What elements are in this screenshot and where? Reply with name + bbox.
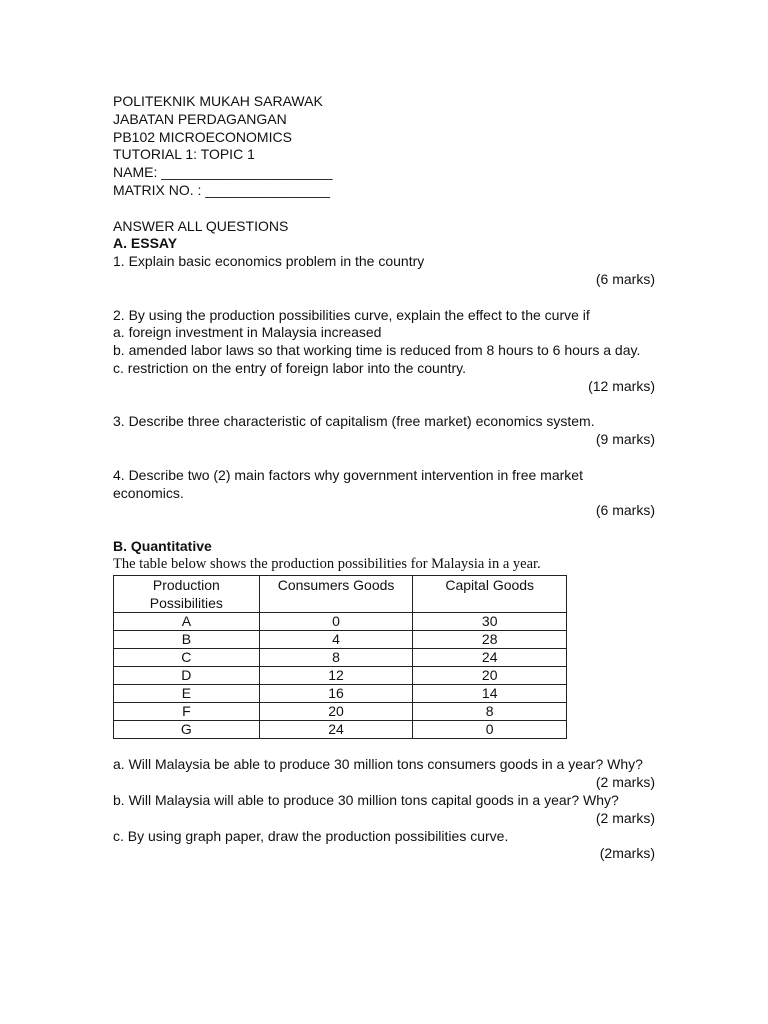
column-header: Consumers Goods bbox=[259, 575, 413, 612]
question-2a-text: a. foreign investment in Malaysia increased bbox=[113, 324, 382, 341]
table-cell: 0 bbox=[413, 720, 567, 738]
question-3-text: 3. Describe three characteristic of capitalism (free market) economics system. bbox=[113, 413, 595, 430]
department-name: JABATAN PERDAGANGAN bbox=[113, 110, 287, 127]
question-3 bbox=[113, 413, 655, 449]
table-caption: The table below shows the production possibilities for Malaysia in a year. bbox=[113, 555, 541, 572]
table-cell: 28 bbox=[413, 630, 567, 648]
section-b-title: B. Quantitative bbox=[113, 537, 212, 554]
question-1-text: 1. Explain basic economics problem in the country bbox=[113, 253, 425, 270]
table-cell: 8 bbox=[259, 648, 413, 666]
course-title: PB102 MICROECONOMICS bbox=[113, 128, 292, 145]
tutorial-title: TUTORIAL 1: TOPIC 1 bbox=[113, 146, 255, 163]
question-b-c-text: c. By using graph paper, draw the production possibilities curve. bbox=[113, 827, 509, 844]
spacer bbox=[113, 289, 655, 307]
question-b-a-text: a. Will Malaysia be able to produce 30 million tons consumers goods in a year? Why? bbox=[113, 756, 643, 773]
question-2 bbox=[113, 307, 655, 396]
table-cell: D bbox=[114, 666, 260, 684]
question-b-b bbox=[113, 792, 655, 828]
document-body bbox=[113, 93, 655, 863]
spacer bbox=[113, 739, 655, 757]
student-name-field: NAME: ______________________ bbox=[113, 164, 333, 181]
table-row bbox=[114, 684, 567, 702]
table-cell: A bbox=[114, 612, 260, 630]
table-cell: 24 bbox=[413, 648, 567, 666]
table-cell: 4 bbox=[259, 630, 413, 648]
instructions: ANSWER ALL QUESTIONS bbox=[113, 217, 289, 234]
question-b-b-marks: (2 marks) bbox=[595, 809, 655, 826]
matrix-number-field: MATRIX NO. : ________________ bbox=[113, 181, 330, 198]
table-cell: E bbox=[114, 684, 260, 702]
table-cell: 20 bbox=[413, 666, 567, 684]
table-cell: 14 bbox=[413, 684, 567, 702]
table-cell: 30 bbox=[413, 612, 567, 630]
table-cell: 8 bbox=[413, 702, 567, 720]
question-b-a-marks: (2 marks) bbox=[595, 774, 655, 791]
question-1-marks: (6 marks) bbox=[595, 270, 655, 287]
column-header: Production Possibilities bbox=[114, 575, 260, 612]
production-possibilities-table bbox=[113, 575, 567, 739]
table-row bbox=[114, 666, 567, 684]
table-row bbox=[114, 612, 567, 630]
question-1 bbox=[113, 253, 655, 289]
question-b-c bbox=[113, 828, 655, 864]
question-b-a bbox=[113, 756, 655, 792]
spacer bbox=[113, 449, 655, 467]
document-header bbox=[113, 93, 655, 200]
question-2b-text: b. amended labor laws so that working time is reduced from 8 hours to 6 hours a day. bbox=[113, 342, 641, 359]
spacer bbox=[113, 200, 655, 218]
question-4-text: 4. Describe two (2) main factors why government intervention in free market economics. bbox=[113, 466, 583, 501]
table-cell: G bbox=[114, 720, 260, 738]
question-4 bbox=[113, 467, 655, 520]
question-b-c-marks: (2marks) bbox=[599, 845, 655, 862]
table-cell: 0 bbox=[259, 612, 413, 630]
institution-name: POLITEKNIK MUKAH SARAWAK bbox=[113, 93, 323, 109]
table-cell: B bbox=[114, 630, 260, 648]
table-row bbox=[114, 630, 567, 648]
question-2-marks: (12 marks) bbox=[588, 377, 655, 394]
column-header: Capital Goods bbox=[413, 575, 567, 612]
spacer bbox=[113, 520, 655, 538]
table-header-row bbox=[114, 575, 567, 612]
question-2-text: 2. By using the production possibilities curve, explain the effect to the curve if bbox=[113, 306, 590, 323]
table-cell: C bbox=[114, 648, 260, 666]
table-cell: F bbox=[114, 702, 260, 720]
table-row bbox=[114, 648, 567, 666]
question-2c-text: c. restriction on the entry of foreign labor into the country. bbox=[113, 359, 467, 376]
spacer bbox=[113, 396, 655, 414]
table-cell: 24 bbox=[259, 720, 413, 738]
table-cell: 20 bbox=[259, 702, 413, 720]
table-cell: 12 bbox=[259, 666, 413, 684]
table-row bbox=[114, 702, 567, 720]
question-b-b-text: b. Will Malaysia will able to produce 30 million tons capital goods in a year? Why? bbox=[113, 791, 619, 808]
section-a-title: A. ESSAY bbox=[113, 235, 178, 252]
table-cell: 16 bbox=[259, 684, 413, 702]
table-row bbox=[114, 720, 567, 738]
question-3-marks: (9 marks) bbox=[595, 431, 655, 448]
question-4-marks: (6 marks) bbox=[595, 502, 655, 519]
